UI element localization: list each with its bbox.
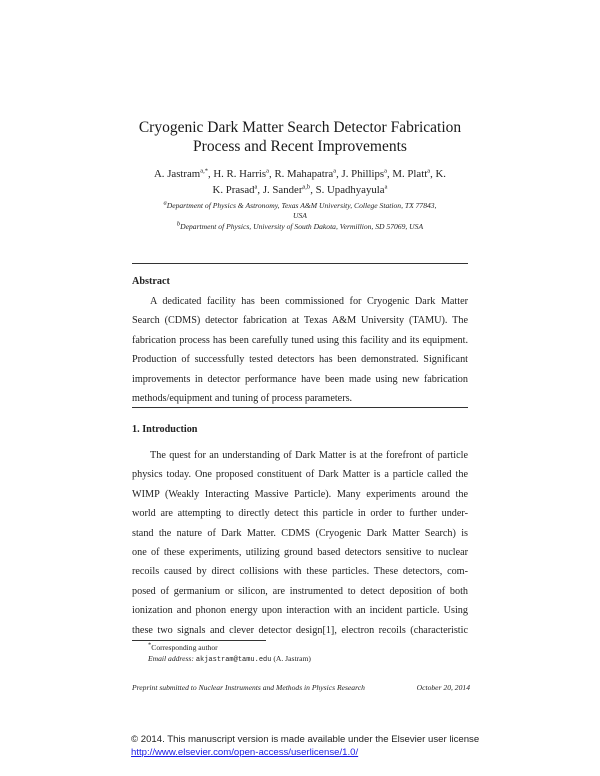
intro-line: stand the nature of Dark Matter. CDMS (Cryogenic Dark Matter Search) is <box>132 527 468 539</box>
footnote-email: Email address: akjastram@tamu.edu (A. Jastram) <box>148 654 311 664</box>
footnote-rule <box>132 640 266 641</box>
author-list: A. Jastram$^{a,*}$, H. R. Harris$^a$, R. Mahapatra$^a$, J. Phillips$^a$, M. Platt$^a$, K. K. Prasad$^a$, J. Sander$^{a,b}$, S. Upadhyayula$^a$ <box>154 167 446 196</box>
abstract-body <box>132 292 468 408</box>
abstract-line: improvements in detector performance have been made using new fabrication <box>132 373 468 385</box>
license-text: © 2014. This manuscript version is made available under the Elsevier user license <box>131 734 480 745</box>
intro-line: recoils caused by direct collisions with these particles. These detectors, com- <box>132 566 468 578</box>
author[interactable]: H. R. Harris$^a$ <box>213 167 270 180</box>
introduction-body <box>132 446 468 640</box>
section-heading-introduction: 1. Introduction <box>132 424 198 435</box>
author[interactable]: J. Phillips$^a$ <box>341 167 387 180</box>
footnote-corresponding: *Corresponding author <box>148 641 218 652</box>
author[interactable]: K. Prasad$^a$ <box>212 182 258 196</box>
intro-line: The quest for an understanding of Dark Matter is at the forefront of particle <box>150 450 468 461</box>
title-line: Cryogenic Dark Matter Search Detector Fabrication <box>138 119 462 136</box>
abstract-top-rule <box>132 263 468 264</box>
email-link[interactable]: akjastram@tamu.edu <box>195 656 272 664</box>
author[interactable]: J. Sander$^{a,b}$ <box>262 182 311 196</box>
title-line: Process and Recent Improvements <box>193 138 407 155</box>
license-link[interactable]: http://www.elsevier.com/open-access/userlicense/1.0/ <box>131 746 359 758</box>
abstract-line: A dedicated facility has been commissioned for Cryogenic Dark Matter <box>150 296 468 307</box>
abstract-line: Search (CDMS) detector fabrication at Texas A&M University (TAMU). The <box>132 315 468 327</box>
author[interactable]: R. Mahapatra$^a$ <box>274 167 337 180</box>
intro-line: posed of germanium or silicon, are instrumented to detect deposition of both <box>132 585 468 597</box>
intro-line: physics today. One proposed constituent of Dark Matter is a particle called the <box>132 469 468 481</box>
preprint-date: October 20, 2014 <box>416 683 470 692</box>
author[interactable]: A. Jastram$^{a,*}$ <box>154 167 208 180</box>
abstract-bottom-rule <box>132 407 468 408</box>
footnote <box>148 642 468 666</box>
intro-line: WIMP (Weakly Interacting Massive Particle). Many experiments around the <box>132 488 468 500</box>
paper-title <box>80 118 520 156</box>
abstract-line: fabrication process has been carefully tuned using this facility and its equipment. <box>132 334 468 346</box>
abstract-line: Production of successfully tested detectors has been demonstrated. Significant <box>132 354 468 366</box>
author[interactable]: S. Upadhyayula$^a$ <box>315 182 388 196</box>
intro-line: ionization and phonon energy upon interaction with an incident particle. Using <box>132 605 468 617</box>
intro-line: one of these experiments, utilizing ground based detectors sensitive to nuclear <box>132 546 468 558</box>
intro-line: world are attempting to directly detect this particle in order to further under- <box>132 508 468 520</box>
abstract-line: methods/equipment and tuning of process parameters. <box>132 392 353 404</box>
intro-line: these two signals and clever detector design[1], electron recoils (characteristic <box>132 624 468 636</box>
author[interactable]: M. Platt$^a$ <box>392 167 431 180</box>
abstract-heading: Abstract <box>132 276 170 287</box>
preprint-notice <box>132 683 470 692</box>
license-notice <box>131 734 479 759</box>
preprint-journal: Preprint submitted to Nuclear Instruments and Methods in Physics Research <box>132 683 365 692</box>
affiliation-b: $^b$Department of Physics, University of South Dakota, Vermillion, SD 57069, USA <box>176 220 424 231</box>
affiliation-a: $^a$Department of Physics & Astronomy, Texas A&M University, College Station, TX 77843, USA <box>163 199 437 220</box>
